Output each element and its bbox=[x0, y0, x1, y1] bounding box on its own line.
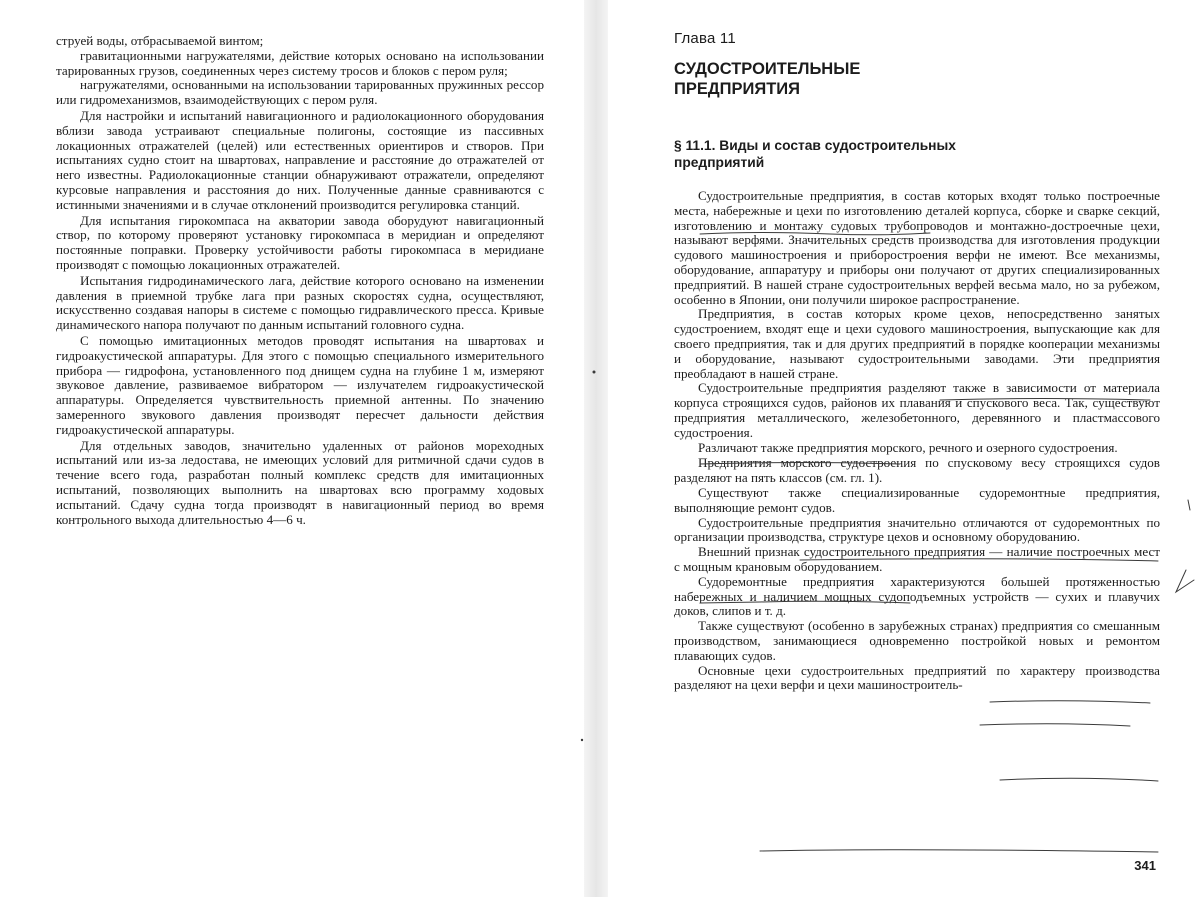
right-paragraph-3: Судостроительные предприятия разделяют также в зависимости от материала корпуса строящихся судов, районов их плавания и спускового веса. Так, существуют предприятия металлического, железобетонного, деревянного и пластмассового судостроения. bbox=[674, 380, 1160, 440]
book-gutter bbox=[584, 0, 608, 897]
right-paragraph-11: Основные цехи судостроительных предприятий по характеру производства разделяют на цехи верфи и цехи машиностроитель- bbox=[674, 662, 1160, 693]
right-paragraph-1: Судостроительные предприятия, в состав которых входят только построечные места, набережные и цехи по изготовлению деталей корпуса, сборке и сварке секций, изготовлению и монтажу судовых трубопроводов и монтажно-достроечные цехи, называют верфями. Значительных средств производства для изготовления продукции судового машиностроения и приборостроения верфи не имеют. Все механизмы, оборудование, аппаратуру и приборы они получают от других специализированных предприятий. В нашей стране судостроительных верфей весьма мало, но за рубежом, особенно в Японии, они получили широкое распространение. bbox=[674, 188, 1160, 307]
section-heading: § 11.1. Виды и состав судостроительных предприятий bbox=[674, 138, 956, 170]
left-paragraph-3: нагружателями, основанными на использовании тарированных пружинных рессор или гидромеханизмов, взаимодействующих с пером руля. bbox=[56, 77, 544, 108]
left-paragraph-5: Для испытания гирокомпаса на акватории завода оборудуют навигационный створ, по которому проверяют установку гирокомпаса в меридиан и определяют постоянные поправки. Проверку устойчивости работы гирокомпаса в меридиане производят с помощью локационных отражателей. bbox=[56, 212, 544, 272]
left-paragraph-4: Для настройки и испытаний навигационного и радиолокационного оборудования вблизи завода устраивают специальные полигоны, состоящие из пассивных локационных отражателей (целей) или естественных ориентиров и створов. При испытаниях судно стоит на швартовах, направление и расстояние до отражателей от него известны. Радиолокационные станции обнаруживают отражатели, определяют курсовые направления и расстояния до них. Полученные данные сравниваются с истинными значениями и в случае отклонений производится регулировка станций. bbox=[56, 107, 544, 212]
chapter-title: СУДОСТРОИТЕЛЬНЫЕ ПРЕДПРИЯТИЯ bbox=[674, 60, 861, 98]
left-text-column bbox=[56, 34, 544, 527]
left-page bbox=[0, 0, 584, 897]
left-paragraph-6: Испытания гидродинамического лага, действие которого основано на изменении давления в приемной трубке лага при разных скоростях судна, осуществляют, искусственно создавая напоры в системе с помощью гидравлического пресса. Кривые динамического напора получают по данным испытаний головного судна. bbox=[56, 272, 544, 333]
right-paragraph-8: Внешний признак судостроительного предприятия — наличие построечных мест с мощным крановым оборудованием. bbox=[674, 544, 1160, 574]
left-paragraph-1: струей воды, отбрасываемой винтом; bbox=[56, 33, 264, 48]
right-paragraph-5: Предприятия морского судостроения по спусковому весу строящихся судов разделяют на пять классов (см. гл. 1). bbox=[674, 455, 1160, 486]
right-paragraph-4: Различают также предприятия морского, речного и озерного судостроения. bbox=[698, 439, 1118, 455]
right-paragraph-10: Также существуют (особенно в зарубежных странах) предприятия со смешанным производством, занимающиеся одновременно постройкой новых и ремонтом плавающих судов. bbox=[674, 618, 1160, 663]
chapter-label: Глава 11 bbox=[674, 30, 736, 47]
right-paragraph-6: Существуют также специализированные судоремонтные предприятия, выполняющие ремонт судов. bbox=[674, 484, 1160, 515]
right-page bbox=[608, 0, 1200, 897]
left-paragraph-2: гравитационными нагружателями, действие которых основано на использовании тарированных грузов, соединенных через систему тросов и блоков с пером руля; bbox=[56, 47, 544, 78]
right-paragraph-7: Судостроительные предприятия значительно отличаются от судоремонтных по организации производства, структуре цехов и основному оборудованию. bbox=[674, 514, 1160, 545]
left-paragraph-8: Для отдельных заводов, значительно удаленных от районов мореходных испытаний или из-за ледостава, не имеющих условий для ритмичной сдачи судов в течение всего года, разработан полный комплекс средств для имитационных испытаний, позволяющих выполнить на швартовах всю программу ходовых испытаний. Сдачу судна тогда производят в навигационный период во время контрольного выхода длительностью 4—6 ч. bbox=[56, 437, 544, 527]
left-paragraph-7: С помощью имитационных методов проводят испытания на швартовах и гидроакустической аппаратуры. Для этого с помощью специального измерительного прибора — гидрофона, установленного под днищем судна на глубине 1 м, измеряют звуковое давление, развиваемое вибратором — излучателем гидроакустической аппаратуры. Определяется чувствительность приемной антенны. По значению замеренного звукового давления производят пересчет дальности действия гидроакустической аппаратуры. bbox=[56, 332, 544, 437]
right-text-column bbox=[674, 30, 1160, 693]
right-paragraph-9: Судоремонтные предприятия характеризуются большей протяженностью набережных и наличием мощных судоподъемных устройств — сухих и плавучих доков, слипов и т. д. bbox=[674, 573, 1160, 619]
page-number: 341 bbox=[1134, 858, 1156, 873]
right-paragraph-2: Предприятия, в состав которых кроме цехов, непосредственно занятых судостроением, входят еще и цехи судового машиностроения, выпускающие как для своего предприятия, так и для других предприятий в порядке кооперации механизмы и оборудование, называют судостроительными заводами. Эти предприятия преобладают в нашей стране. bbox=[674, 306, 1160, 381]
